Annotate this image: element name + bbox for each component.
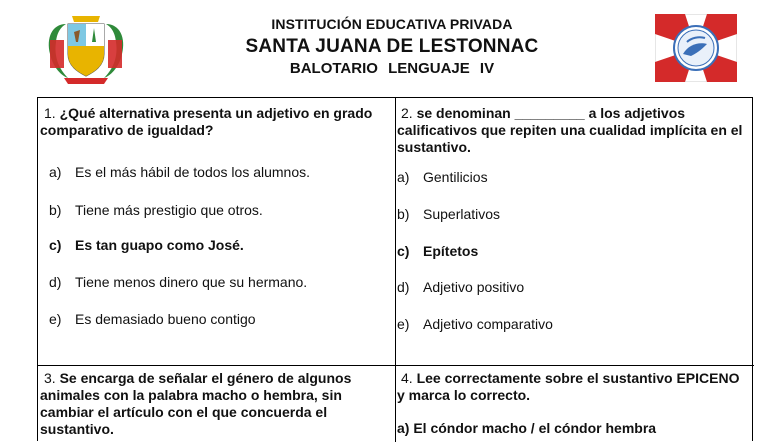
q1-option-a[interactable]: a) Es el más hábil de todos los alumnos. — [49, 164, 311, 180]
question-4-number: 4. — [401, 370, 417, 386]
column-divider — [395, 98, 396, 442]
q2-option-c[interactable]: c) Epítetos — [397, 243, 479, 259]
document-title: BALOTARIO LENGUAJE IV — [289, 60, 495, 77]
school-logo-icon — [655, 14, 737, 82]
q4-option-a[interactable]: a) El cóndor macho / el cóndor hembra — [397, 420, 657, 436]
q2-option-d[interactable]: d) Adjetivo positivo — [397, 279, 525, 295]
q1-option-e[interactable]: e) Es demasiado bueno contigo — [49, 311, 256, 327]
question-2-number: 2. — [401, 105, 413, 121]
question-table — [37, 97, 753, 441]
q2-option-b[interactable]: b) Superlativos — [397, 206, 501, 222]
school-type: INSTITUCIÓN EDUCATIVA PRIVADA — [271, 16, 513, 32]
row-divider — [38, 365, 754, 366]
header — [0, 0, 784, 90]
question-3-number: 3. — [44, 370, 60, 386]
question-3-text: Se encarga de señalar el género de algunos animales con la palabra macho o hembra, sin cambiar el artículo con el que concuerda el sustantivo. — [40, 370, 352, 437]
question-4-text: Lee correctamente sobre el sustantivo EPICENO y marca lo correcto. — [397, 370, 740, 403]
q1-option-d[interactable]: d) Tiene menos dinero que su hermano. — [49, 274, 308, 290]
q2-option-e[interactable]: e) Adjetivo comparativo — [397, 316, 553, 332]
question-2-text: se denominan _________ a los adjetivos calificativos que repiten una cualidad implícita en el sustantivo. — [397, 105, 743, 155]
question-2 — [397, 105, 749, 156]
question-1 — [40, 105, 392, 139]
question-3 — [40, 370, 380, 438]
q1-option-b[interactable]: b) Tiene más prestigio que otros. — [49, 202, 263, 218]
q2-option-a[interactable]: a) Gentilicios — [397, 169, 488, 185]
question-4 — [397, 370, 749, 404]
question-1-text: ¿Qué alternativa presenta un adjetivo en grado comparativo de igualdad? — [40, 105, 373, 138]
q1-option-c[interactable]: c) Es tan guapo como José. — [49, 237, 244, 253]
school-name: SANTA JUANA DE LESTONNAC — [245, 36, 539, 57]
question-1-number: 1. — [44, 105, 60, 121]
